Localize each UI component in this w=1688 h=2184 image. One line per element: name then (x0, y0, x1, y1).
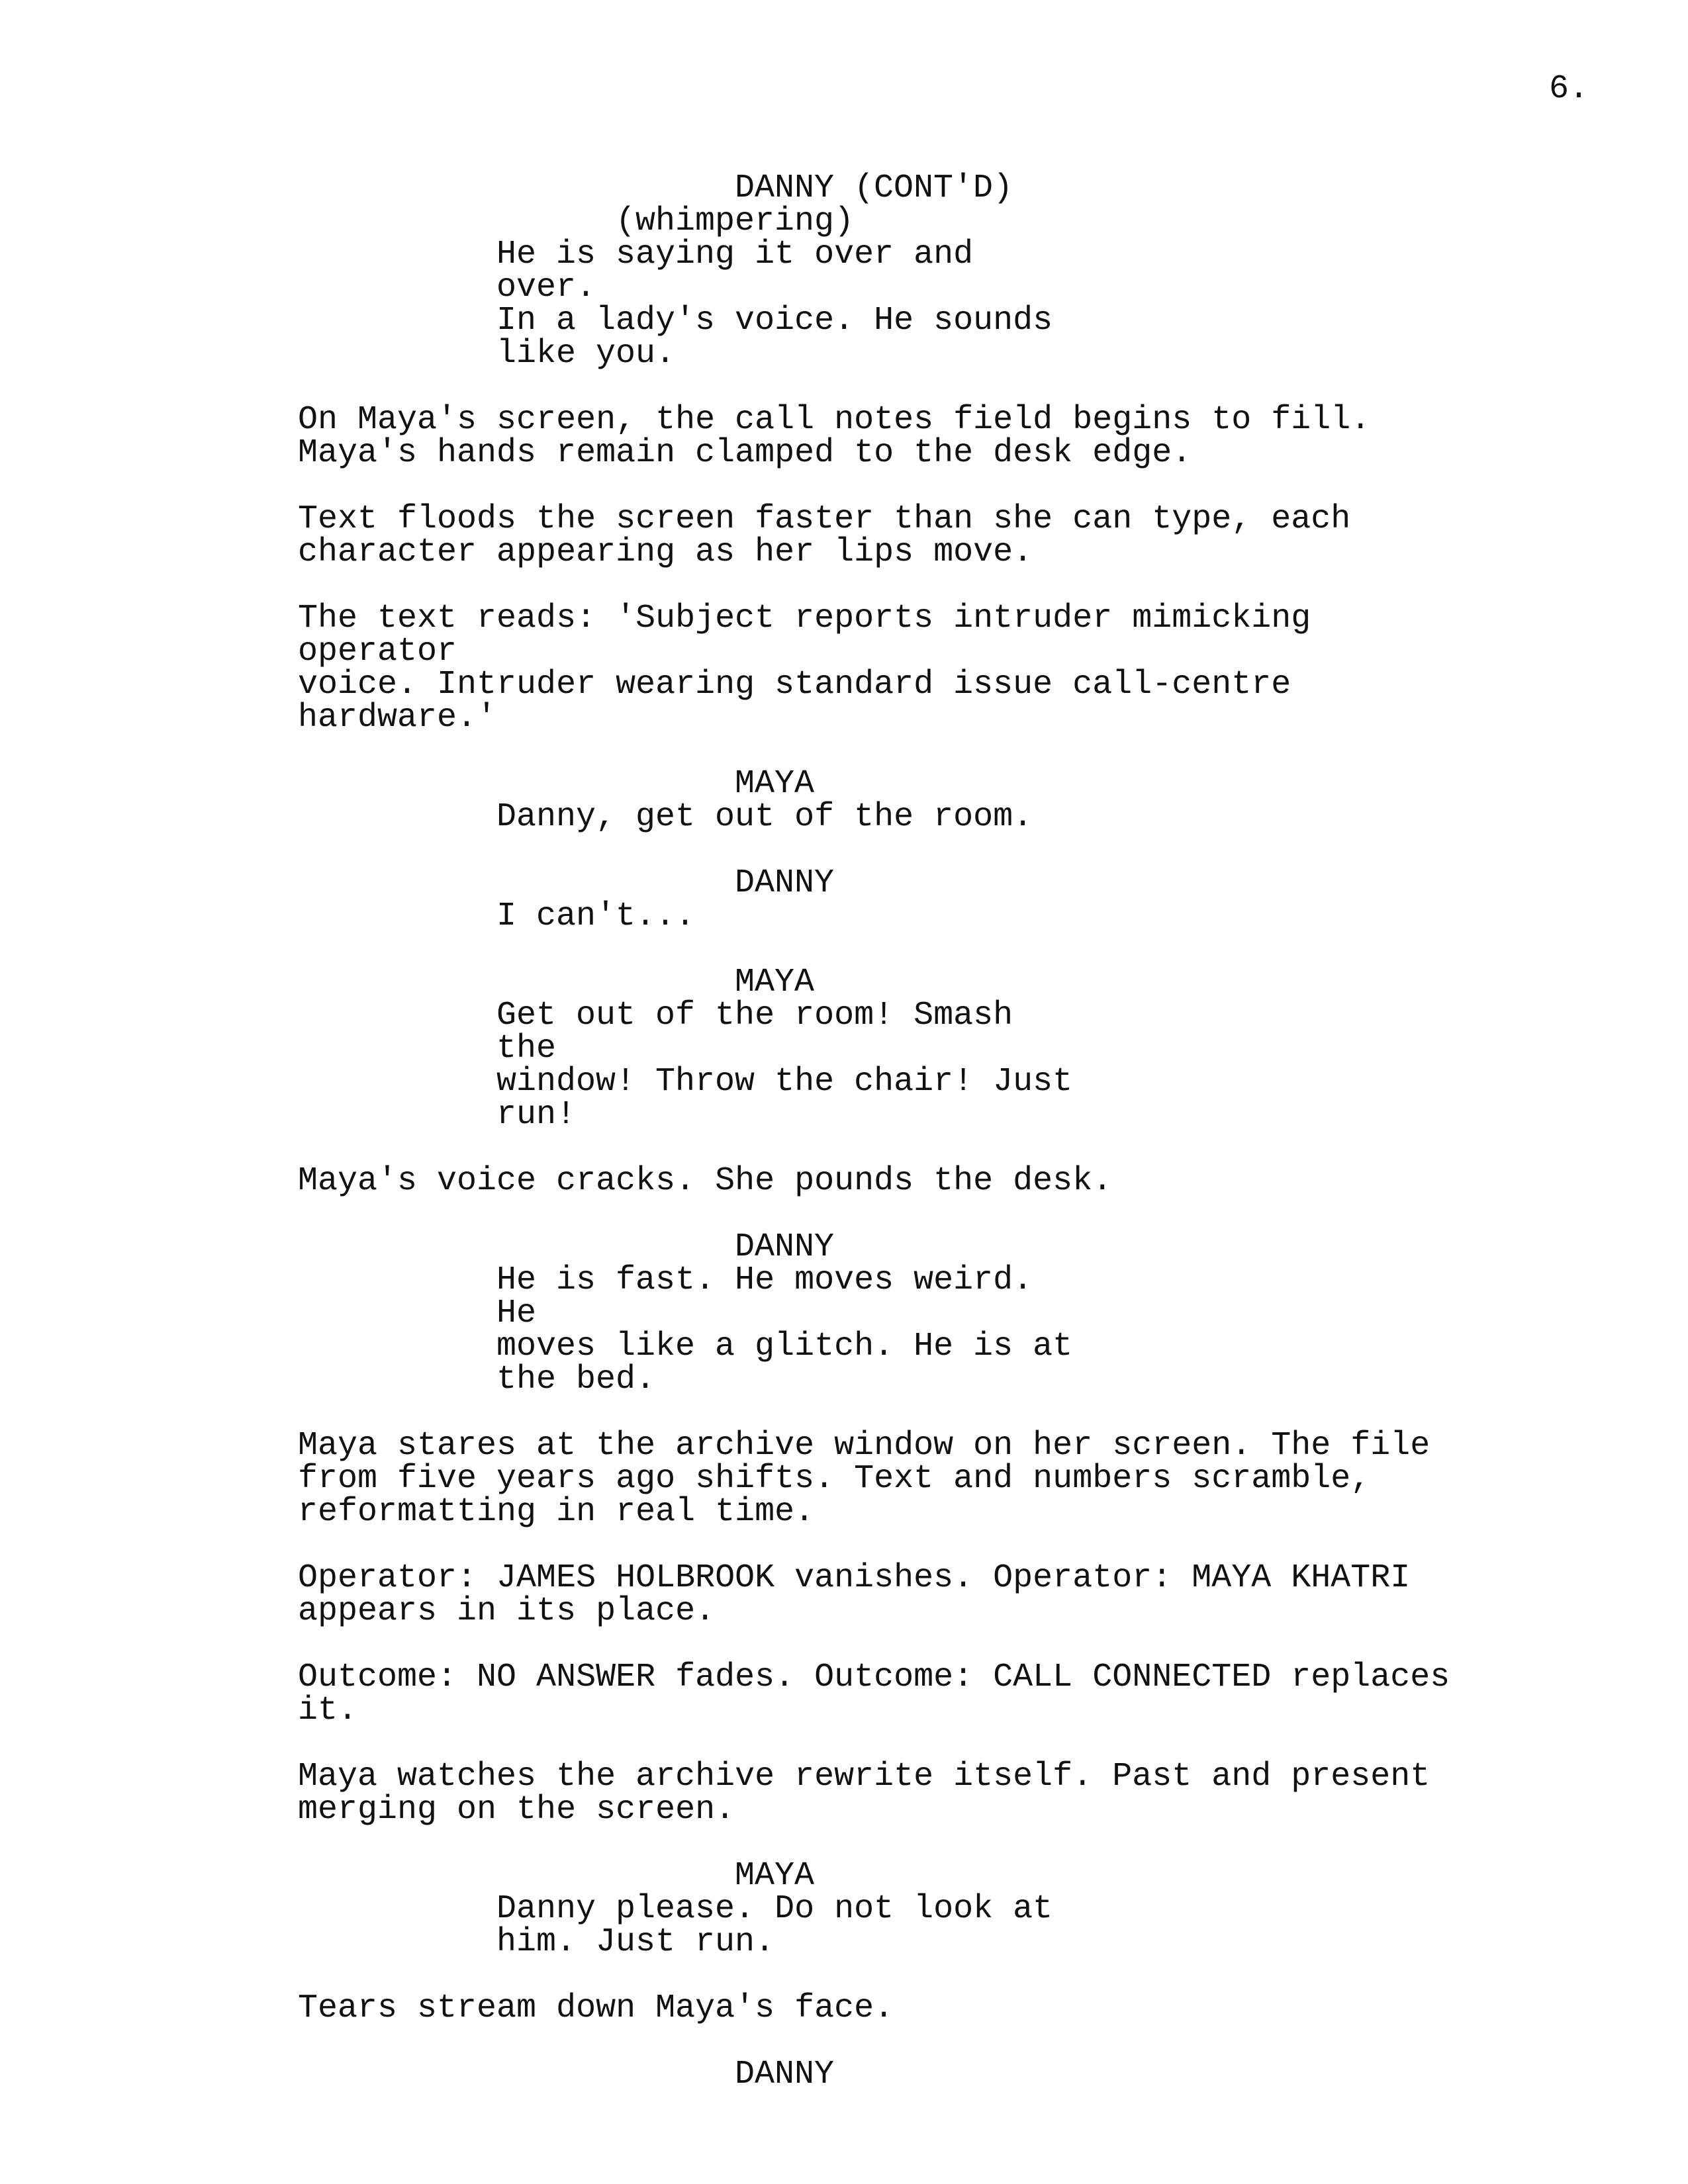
character-cue: MAYA (735, 765, 815, 803)
character-cue: DANNY (735, 1228, 835, 1266)
character-cue: DANNY (735, 864, 835, 902)
spacer (298, 1727, 1489, 1760)
spacer (298, 933, 1489, 966)
action-line: Tears stream down Maya's face. (298, 1989, 894, 2027)
script-body (298, 169, 1489, 2093)
dialogue-block: He is saying it over and over. In a lady's voice. He sounds like you. (496, 236, 1053, 373)
dialogue-block: Get out of the room! Smash the window! Throw the chair! Just run! (496, 997, 1073, 1134)
spacer (298, 834, 1489, 867)
action-line: Operator: JAMES HOLBROOK vanishes. Operator: MAYA KHATRI appears in its place. (298, 1559, 1411, 1630)
action-line: Outcome: NO ANSWER fades. Outcome: CALL CONNECTED replaces it. (298, 1659, 1450, 1729)
spacer (298, 1198, 1489, 1231)
action-line: Text floods the screen faster than she can type, each character appearing as her lips move. (298, 500, 1351, 571)
spacer (298, 470, 1489, 503)
action-line: On Maya's screen, the call notes field begins to fill. Maya's hands remain clamped to the desk edge. (298, 401, 1371, 472)
action-line: The text reads: 'Subject reports intruder mimicking operator voice. Intruder wearing standard issue call-centre hardware.' (298, 600, 1311, 737)
spacer (298, 1628, 1489, 1661)
dialogue-block: Danny please. Do not look at him. Just run. (496, 1890, 1053, 1961)
spacer (298, 569, 1489, 602)
action-line: Maya's voice cracks. She pounds the desk. (298, 1162, 1113, 1200)
page-number: 6. (1548, 70, 1589, 108)
character-cue: DANNY (CONT'D) (735, 169, 1013, 207)
dialogue-block: Danny, get out of the room. (496, 798, 1033, 836)
spacer (298, 1396, 1489, 1430)
character-cue: MAYA (735, 964, 815, 1001)
spacer (298, 1827, 1489, 1860)
spacer (298, 1529, 1489, 1562)
spacer (298, 735, 1489, 768)
spacer (298, 2025, 1489, 2058)
action-line: Maya watches the archive rewrite itself. Past and present merging on the screen. (298, 1758, 1430, 1829)
spacer (298, 1132, 1489, 1165)
parenthetical: (whimpering) (616, 203, 855, 240)
spacer (298, 371, 1489, 404)
action-line: Maya stares at the archive window on her screen. The file from five years ago shifts. Text and numbers scramble, reformatting in real time. (298, 1427, 1430, 1531)
spacer (298, 1959, 1489, 1992)
character-cue: DANNY (735, 2056, 835, 2093)
character-cue: MAYA (735, 1857, 815, 1895)
dialogue-block: He is fast. He moves weird. He moves like a glitch. He is at the bed. (496, 1261, 1073, 1398)
dialogue-block: I can't... (496, 897, 696, 935)
